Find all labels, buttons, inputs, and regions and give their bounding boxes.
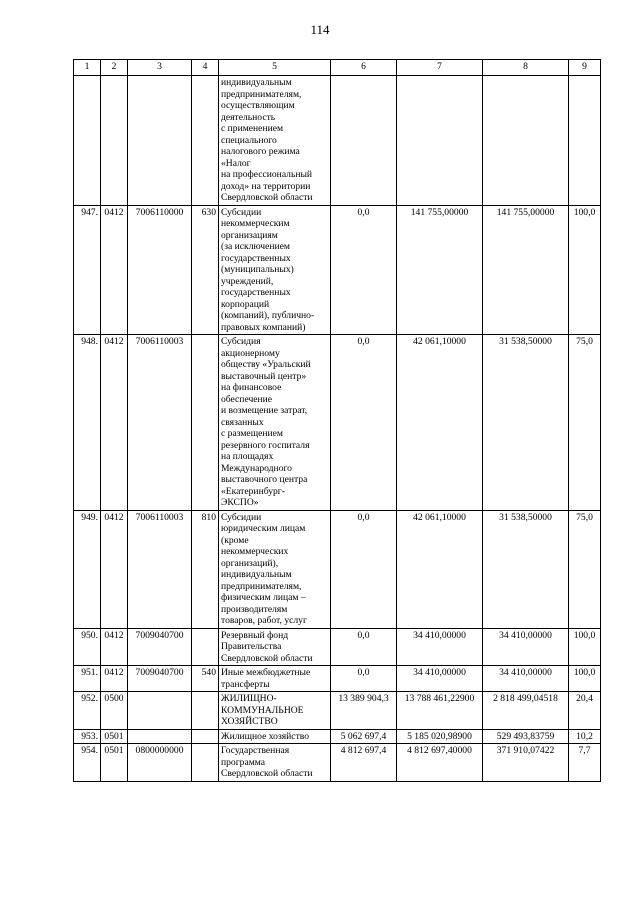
budget-table [73,59,601,782]
expense-type-cell [192,692,219,730]
col9-value-cell: 100,0 [569,205,601,335]
item-name-cell: Государственная программа Свердловской области [219,744,331,782]
col9-value-cell: 20,4 [569,692,601,730]
col8-value-cell: 31 538,50000 [483,510,569,628]
article-code-cell [128,692,192,730]
article-code-cell: 0800000000 [128,744,192,782]
header-cell: 3 [128,60,192,76]
item-name-cell: Субсидии некоммерческим организациям (за исключением государственных (муниципальных) учреждений, государственных корпораций (компаний), публично- правовых компаний) [219,205,331,335]
section-code-cell: 0412 [101,205,128,335]
row-number-cell: 954. [74,744,101,782]
col8-value-cell: 34 410,00000 [483,628,569,666]
expense-type-cell: 810 [192,510,219,628]
table-body [74,76,601,782]
item-name-cell: Субсидия акционерному обществу «Уральский выставочный центр» на финансовое обеспечение и возмещение затрат, связанных с размещением резервного госпиталя на площадях Международного выставочного центра «Екатеринбург- ЭКСПО» [219,335,331,511]
section-code-cell: 0501 [101,729,128,744]
item-name-cell: Жилищное хозяйство [219,729,331,744]
article-code-cell: 7009040700 [128,628,192,666]
section-code-cell [101,76,128,206]
col9-value-cell: 75,0 [569,510,601,628]
table-row [74,628,601,666]
header-cell: 9 [569,60,601,76]
table-row [74,666,601,692]
article-code-cell [128,729,192,744]
article-code-cell: 7009040700 [128,666,192,692]
col6-value-cell: 13 389 904,3 [331,692,397,730]
item-name-cell: ЖИЛИЩНО- КОММУНАЛЬНОЕ ХОЗЯЙСТВО [219,692,331,730]
col7-value-cell [397,76,483,206]
item-name-cell: Субсидии юридическим лицам (кроме некоммерческих организаций), индивидуальным предпринимателям, физическим лицам – производителям товаров, работ, услуг [219,510,331,628]
expense-type-cell [192,76,219,206]
item-name-cell: Резервный фонд Правительства Свердловской области [219,628,331,666]
header-cell: 2 [101,60,128,76]
item-name-cell: индивидуальным предпринимателям, осуществляющим деятельность с применением специального налогового режима «Налог на профессиональный доход» на территории Свердловской области [219,76,331,206]
col8-value-cell: 529 493,83759 [483,729,569,744]
article-code-cell [128,76,192,206]
expense-type-cell: 630 [192,205,219,335]
expense-type-cell [192,744,219,782]
col6-value-cell: 0,0 [331,510,397,628]
header-cell: 8 [483,60,569,76]
col9-value-cell: 100,0 [569,666,601,692]
col8-value-cell: 31 538,50000 [483,335,569,511]
section-code-cell: 0501 [101,744,128,782]
table-row [74,510,601,628]
header-cell: 5 [219,60,331,76]
row-number-cell: 951. [74,666,101,692]
expense-type-cell [192,628,219,666]
table-row [74,692,601,730]
col7-value-cell: 34 410,00000 [397,628,483,666]
expense-type-cell [192,335,219,511]
col7-value-cell: 141 755,00000 [397,205,483,335]
col6-value-cell: 0,0 [331,335,397,511]
row-number-cell: 947. [74,205,101,335]
table-row [74,205,601,335]
header-cell: 1 [74,60,101,76]
col9-value-cell: 10,2 [569,729,601,744]
col6-value-cell: 0,0 [331,666,397,692]
col8-value-cell [483,76,569,206]
col7-value-cell: 13 788 461,22900 [397,692,483,730]
col7-value-cell: 4 812 697,40000 [397,744,483,782]
header-row [74,60,601,76]
col7-value-cell: 42 061,10000 [397,510,483,628]
section-code-cell: 0412 [101,335,128,511]
col6-value-cell: 0,0 [331,205,397,335]
col7-value-cell: 5 185 020,98900 [397,729,483,744]
header-cell: 7 [397,60,483,76]
expense-type-cell: 540 [192,666,219,692]
table-row [74,729,601,744]
col9-value-cell: 100,0 [569,628,601,666]
expense-type-cell [192,729,219,744]
table-row [74,744,601,782]
item-name-cell: Иные межбюджетные трансферты [219,666,331,692]
col8-value-cell: 2 818 499,04518 [483,692,569,730]
row-number-cell: 948. [74,335,101,511]
col9-value-cell: 75,0 [569,335,601,511]
col9-value-cell [569,76,601,206]
table-row [74,335,601,511]
article-code-cell: 7006110000 [128,205,192,335]
col7-value-cell: 42 061,10000 [397,335,483,511]
col6-value-cell: 0,0 [331,628,397,666]
article-code-cell: 7006110003 [128,335,192,511]
header-cell: 4 [192,60,219,76]
col8-value-cell: 371 910,07422 [483,744,569,782]
col8-value-cell: 34 410,00000 [483,666,569,692]
section-code-cell: 0500 [101,692,128,730]
header-cell: 6 [331,60,397,76]
section-code-cell: 0412 [101,666,128,692]
row-number-cell [74,76,101,206]
col6-value-cell [331,76,397,206]
col9-value-cell: 7,7 [569,744,601,782]
section-code-cell: 0412 [101,628,128,666]
row-number-cell: 953. [74,729,101,744]
row-number-cell: 949. [74,510,101,628]
section-code-cell: 0412 [101,510,128,628]
row-number-cell: 952. [74,692,101,730]
article-code-cell: 7006110003 [128,510,192,628]
table-row [74,76,601,206]
page-number: 114 [310,22,330,37]
col7-value-cell: 34 410,00000 [397,666,483,692]
col8-value-cell: 141 755,00000 [483,205,569,335]
col6-value-cell: 5 062 697,4 [331,729,397,744]
col6-value-cell: 4 812 697,4 [331,744,397,782]
row-number-cell: 950. [74,628,101,666]
